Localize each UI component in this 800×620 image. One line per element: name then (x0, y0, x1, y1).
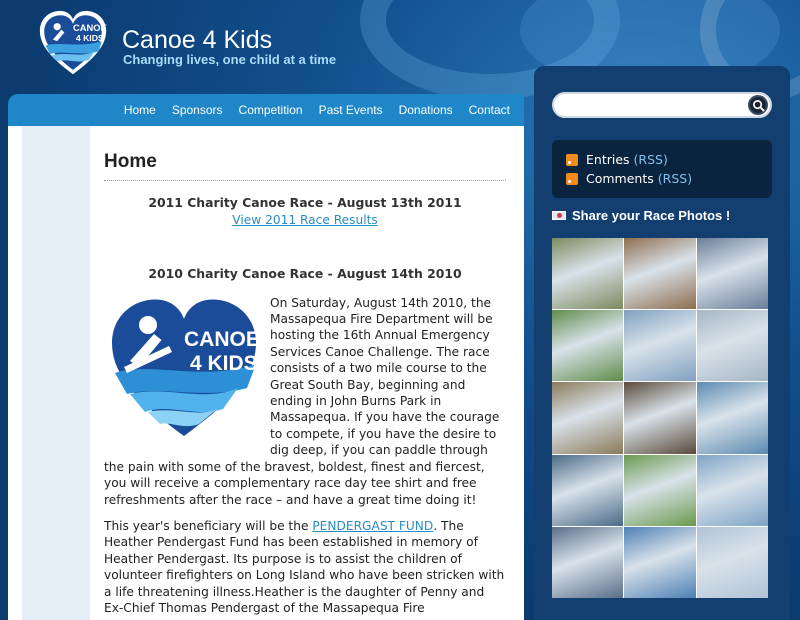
race-photo-thumbnail[interactable] (552, 310, 623, 381)
race-photo-thumbnail[interactable] (552, 455, 623, 526)
site-tagline: Changing lives, one child at a time (123, 52, 337, 67)
search-icon (752, 99, 765, 112)
rss-icon (566, 173, 578, 185)
rss-entries-tag: (RSS) (633, 152, 668, 167)
nav-past-events[interactable]: Past Events (318, 103, 383, 117)
rss-entries-link[interactable] (566, 150, 772, 169)
race-photo-grid (552, 238, 768, 598)
nav-competition[interactable]: Competition (238, 103, 303, 117)
race-photo-thumbnail[interactable] (552, 382, 623, 453)
race-2011-heading: 2011 Charity Canoe Race - August 13th 2011 (148, 195, 462, 211)
race-2010-heading: 2010 Charity Canoe Race - August 14th 2010 (148, 266, 462, 282)
race-photo-thumbnail[interactable] (624, 310, 695, 381)
share-photos-label: Share your Race Photos ! (572, 208, 731, 223)
nav-sponsors[interactable]: Sponsors (171, 103, 223, 117)
race-photo-thumbnail[interactable] (624, 455, 695, 526)
race-2011-results-link[interactable]: View 2011 Race Results (232, 212, 378, 227)
site-title[interactable]: Canoe 4 Kids (122, 26, 273, 54)
site-logo[interactable] (36, 8, 110, 80)
rss-comments-tag: (RSS) (657, 171, 693, 186)
beneficiary-text-start: This year's beneficiary will be the (104, 518, 313, 533)
race-photo-thumbnail[interactable] (552, 238, 623, 309)
race-photo-thumbnail[interactable] (552, 527, 623, 598)
nav-donations[interactable]: Donations (398, 103, 453, 117)
share-photos-heading (552, 208, 730, 223)
rss-icon (566, 154, 578, 166)
canoe-4-kids-logo (104, 295, 264, 445)
race-photo-thumbnail[interactable] (697, 310, 768, 381)
logo-text-line2: 4 KIDS (190, 351, 258, 375)
race-description: On Saturday, August 14th 2010, the Massapequa Fire Department will be hosting the 16th Annual Emergency Services Canoe Challenge. The race consists of a two mile course to the Great South Bay, beginning and ending in John Burns Park in Massapequa. If you have the courage to compete, if you have the desire to dig deep, if you can paddle through the pain with some of the bravest, boldest, finest and fiercest, you will receive a complementary race day tee shirt and free refreshments after the race – and have a great time doing it! (104, 295, 500, 507)
race-photo-thumbnail[interactable] (624, 238, 695, 309)
nav-contact[interactable]: Contact (468, 103, 510, 117)
race-photo-thumbnail[interactable] (697, 238, 768, 309)
search-input[interactable] (562, 97, 742, 113)
beneficiary-paragraph (104, 518, 506, 616)
page-title: Home (104, 154, 506, 181)
race-photo-thumbnail[interactable] (697, 527, 768, 598)
rss-feeds (552, 140, 772, 198)
sidebar (534, 66, 790, 620)
race-photo-thumbnail[interactable] (624, 382, 695, 453)
flickr-icon (552, 211, 566, 220)
main-navigation (8, 94, 524, 126)
search-box (552, 92, 772, 118)
content-stripe (22, 126, 90, 620)
search-button[interactable] (748, 95, 768, 115)
rss-comments-link[interactable] (566, 169, 772, 188)
logo-text-line2: 4 KIDS (75, 33, 104, 44)
logo-text-line1: CANOE (184, 327, 260, 351)
content-panel (8, 126, 524, 620)
beneficiary-text-rest: . The Heather Pendergast Fund has been established in memory of Heather Pendergast. Its purpose is to assist the children of volunteer firefighters on Long Island who have been stricken with a life threatening illness.Heather is the daughter of Penny and Ex-Chief Thomas Pendergast of the Massapequa Fire (104, 518, 505, 615)
race-photo-thumbnail[interactable] (697, 455, 768, 526)
pendergast-fund-link[interactable]: PENDERGAST FUND (312, 518, 434, 533)
rss-comments-label: Comments (586, 171, 654, 186)
rss-entries-label: Entries (586, 152, 630, 167)
main-content (104, 151, 506, 620)
race-photo-thumbnail[interactable] (697, 382, 768, 453)
race-photo-thumbnail[interactable] (624, 527, 695, 598)
logo-text-line1: CANOE (73, 23, 107, 34)
nav-home[interactable]: Home (123, 103, 156, 117)
